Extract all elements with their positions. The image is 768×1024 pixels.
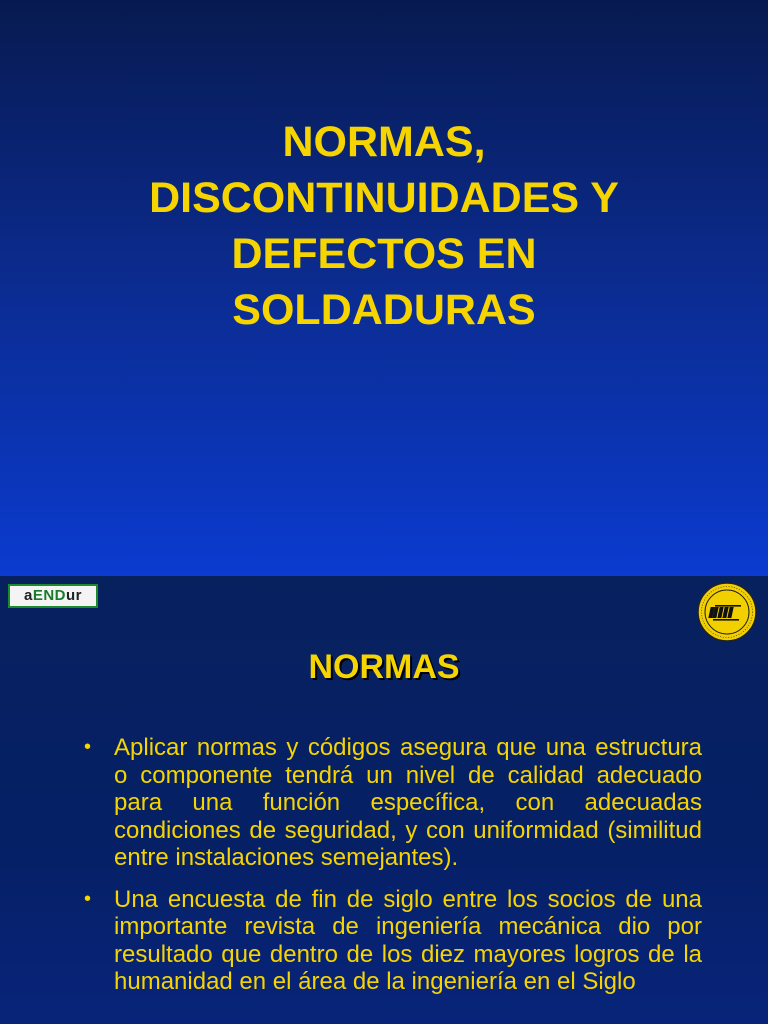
bullet-text: Aplicar normas y códigos asegura que una estructura o componente tendrá un nivel de calidad adecuado para una función específica, con adecuadas condiciones de seguridad, y con uniformidad (similitud entre instalaciones semejantes). bbox=[114, 734, 702, 871]
slide-title: NORMAS, DISCONTINUIDADES Y DEFECTOS EN SOLDADURAS bbox=[149, 118, 619, 334]
section-heading: NORMAS bbox=[308, 648, 460, 686]
bullet-text: Una encuesta de fin de siglo entre los socios de una importante revista de ingeniería mecánica dio por resultado que dentro de los diez mayores logros de la humanidad en el área de la ingeniería en el Siglo bbox=[114, 885, 702, 995]
bullet-list bbox=[82, 734, 702, 1010]
aendur-logo bbox=[8, 584, 98, 608]
bullet-dot-icon: • bbox=[84, 736, 92, 758]
content-slide bbox=[0, 576, 768, 1024]
logo-middle: END bbox=[32, 587, 66, 604]
bullet-item bbox=[82, 734, 702, 872]
logo-prefix: a bbox=[23, 587, 33, 604]
bullet-item bbox=[82, 886, 702, 996]
logo-suffix: ur bbox=[66, 587, 82, 604]
institutional-seal-icon bbox=[697, 582, 757, 642]
bullet-dot-icon: • bbox=[84, 887, 92, 910]
